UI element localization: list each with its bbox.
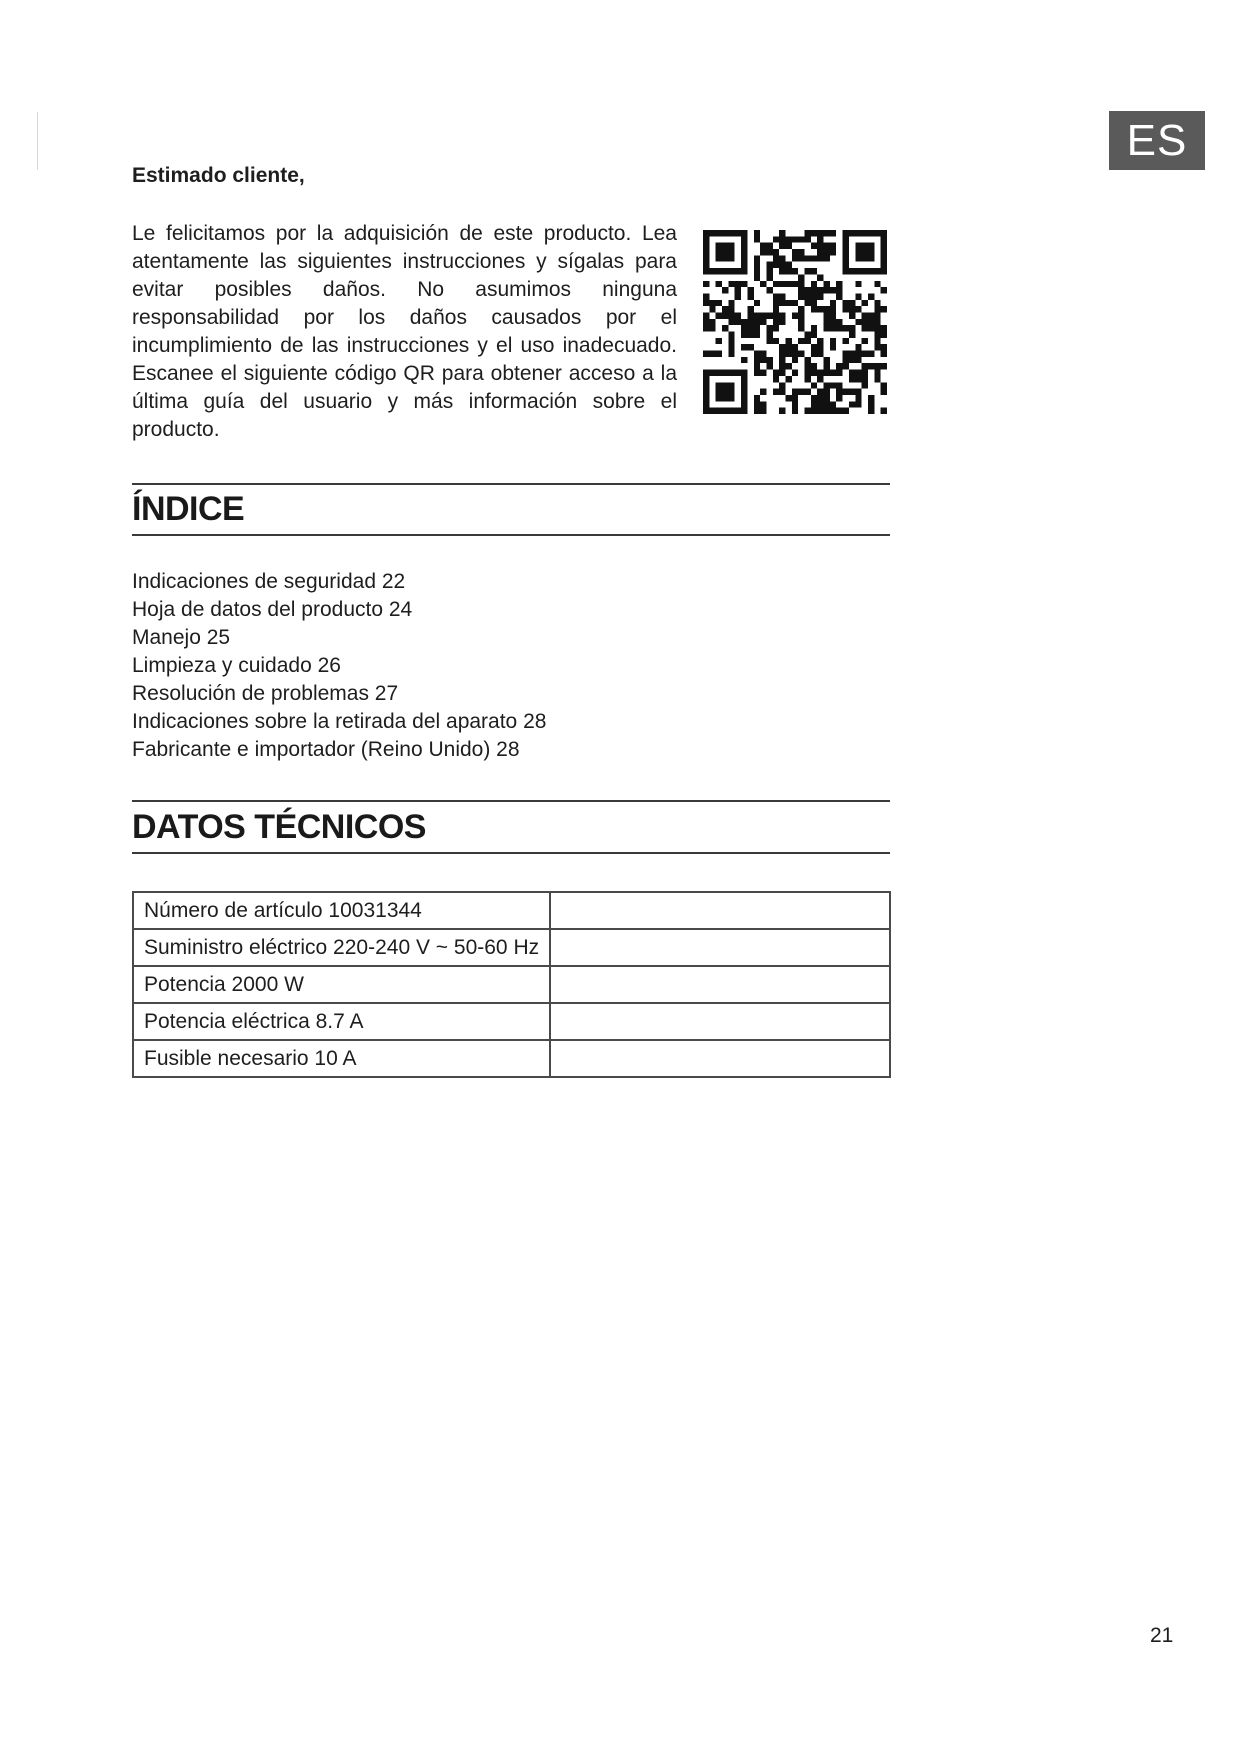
toc-item: Fabricante e importador (Reino Unido) 28	[132, 738, 520, 761]
spec-cell: Número de artículo 10031344	[133, 892, 550, 929]
tech-top-rule	[132, 800, 890, 802]
greeting: Estimado cliente,	[132, 164, 305, 187]
spec-cell: Potencia eléctrica 8.7 A	[133, 1003, 550, 1040]
toc-item: Resolución de problemas 27	[132, 682, 399, 705]
spec-empty-cell	[550, 1003, 890, 1040]
table-row	[133, 929, 890, 966]
spec-empty-cell	[550, 892, 890, 929]
toc-item: Limpieza y cuidado 26	[132, 654, 341, 677]
table-row	[133, 1040, 890, 1077]
page-number: 21	[1150, 1624, 1174, 1647]
tech-bottom-rule	[132, 852, 890, 854]
toc-item: Indicaciones sobre la retirada del aparato 28	[132, 710, 547, 733]
toc-item: Hoja de datos del producto 24	[132, 598, 413, 621]
spec-cell: Potencia 2000 W	[133, 966, 550, 1003]
toc-item: Indicaciones de seguridad 22	[132, 570, 406, 593]
spec-cell: Suministro eléctrico 220-240 V ~ 50-60 Hz	[133, 929, 550, 966]
index-bottom-rule	[132, 534, 890, 536]
qr-code-icon	[703, 230, 887, 414]
technical-data-table	[132, 891, 891, 1078]
intro-paragraph: Le felicitamos por la adquisición de este producto. Lea atentamente las siguientes instrucciones y sígalas para evitar posibles daños. No asumimos ninguna responsabilidad por los daños causados por el incumplimiento de las instrucciones y el uso inadecuado. Escanee el siguiente código QR para obtener acceso a la última guía del usuario y más información sobre el producto.	[132, 222, 677, 441]
toc-item: Manejo 25	[132, 626, 231, 649]
spec-empty-cell	[550, 1040, 890, 1077]
table-row	[133, 892, 890, 929]
language-badge: ES	[1109, 111, 1205, 170]
spec-empty-cell	[550, 966, 890, 1003]
spec-cell: Fusible necesario 10 A	[133, 1040, 550, 1077]
spec-empty-cell	[550, 929, 890, 966]
table-row	[133, 966, 890, 1003]
table-of-contents	[132, 568, 546, 764]
index-title: ÍNDICE	[132, 490, 245, 528]
index-top-rule	[132, 483, 890, 485]
tech-title: DATOS TÉCNICOS	[132, 808, 426, 846]
margin-rule	[37, 112, 38, 170]
table-row	[133, 1003, 890, 1040]
